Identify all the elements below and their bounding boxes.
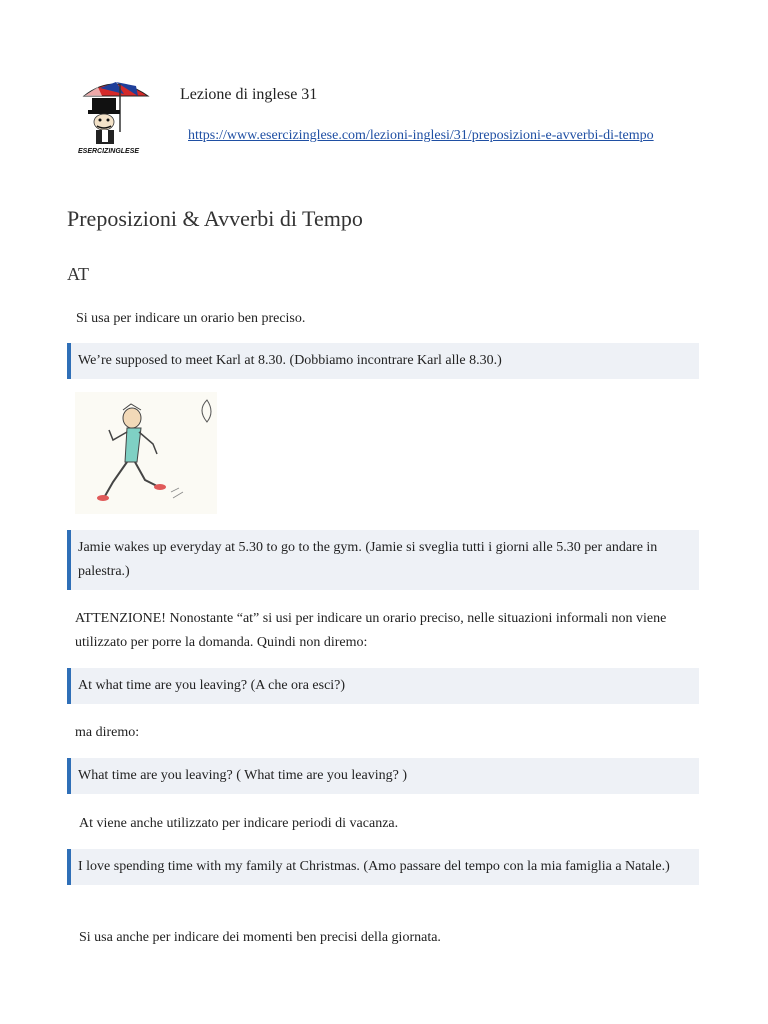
lesson-title: Lezione di inglese 31 — [180, 86, 318, 103]
site-logo — [78, 78, 150, 160]
example-quote-2: Jamie wakes up everyday at 5.30 to go to the gym. (Jamie si sveglia tutti i giorni alle 5.30 per andare in palestra.) — [67, 530, 699, 590]
running-man-illustration — [75, 392, 217, 514]
example-quote-4: What time are you leaving? ( What time are you leaving? ) — [67, 758, 699, 794]
example-quote-3: At what time are you leaving? (A che ora esci?) — [67, 668, 699, 704]
paragraph-5: Si usa anche per indicare dei momenti ben precisi della giornata. — [79, 930, 441, 945]
example-quote-5: I love spending time with my family at Christmas. (Amo passare del tempo con la mia famiglia a Natale.) — [67, 849, 699, 885]
paragraph-3: ma diremo: — [75, 725, 140, 740]
section-heading: AT — [67, 264, 89, 284]
lesson-link[interactable]: https://www.esercizinglese.com/lezioni-inglesi/31/preposizioni-e-avverbi-di-tempo — [188, 128, 654, 143]
page-title: Preposizioni & Avverbi di Tempo — [67, 206, 363, 231]
paragraph-4: At viene anche utilizzato per indicare periodi di vacanza. — [79, 816, 399, 831]
example-quote-1: We’re supposed to meet Karl at 8.30. (Dobbiamo incontrare Karl alle 8.30.) — [67, 343, 699, 379]
paragraph-1: Si usa per indicare un orario ben preciso. — [76, 311, 306, 326]
paragraph-2: ATTENZIONE! Nonostante “at” si usi per indicare un orario preciso, nelle situazioni informali non viene utilizzato per porre la domanda. Quindi non diremo: — [75, 611, 667, 650]
logo-text: ESERCIZINGLESE — [78, 148, 140, 155]
